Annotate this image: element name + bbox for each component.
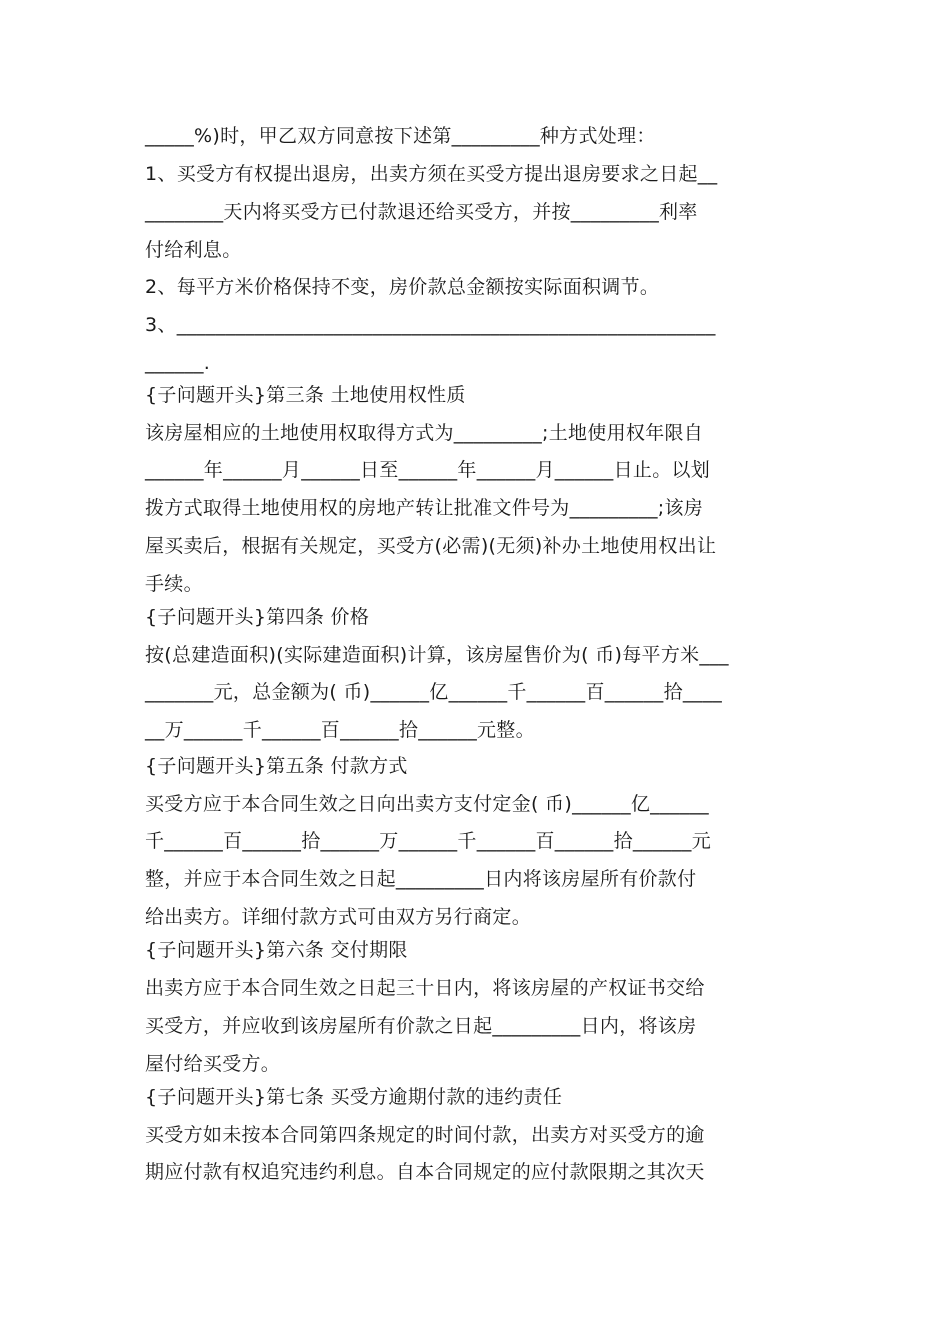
section-heading: {子问题开头}第七条 买受方逾期付款的违约责任 [145,1086,563,1108]
text-line: _______元，总金额为( 币)______亿______千______百______拾____ [145,681,723,703]
text-line: 给出卖方。详细付款方式可由双方另行商定。 [145,906,532,928]
section-heading: {子问题开头}第六条 交付期限 [145,939,408,961]
text-line: 手续。 [145,573,203,595]
text-line: 拨方式取得土地使用权的房地产转让批准文件号为_________;该房 [145,497,704,519]
text-line: 屋付给买受方。 [145,1053,281,1075]
text-line: 该房屋相应的土地使用权取得方式为_________;土地使用权年限自 [145,422,704,444]
text-line: 2、每平方米价格保持不变，房价款总金额按实际面积调节。 [145,276,660,298]
text-line: 买受方，并应收到该房屋所有价款之日起_________日内，将该房 [145,1015,697,1037]
text-line: 屋买卖后，根据有关规定，买受方(必需)(无须)补办土地使用权出让 [145,535,717,557]
section-heading: {子问题开头}第四条 价格 [145,606,370,628]
text-line: 买受方应于本合同生效之日向出卖方支付定金( 币)______亿______ [145,793,709,815]
text-line: 付给利息。 [145,239,242,261]
text-line: ______. [145,352,211,374]
text-line: 整，并应于本合同生效之日起_________日内将该房屋所有价款付 [145,868,697,890]
text-line: ________天内将买受方已付款退还给买受方，并按_________利率 [145,201,698,223]
section-heading: {子问题开头}第五条 付款方式 [145,755,408,777]
text-line: 期应付款有权追究违约利息。自本合同规定的应付款限期之其次天 [145,1161,705,1183]
text-line: ______年______月______日至______年______月______日止。以划 [145,459,711,481]
text-line: 千______百______拾______万______千______百______拾______元 [145,830,711,852]
text-line: 1、买受方有权提出退房，出卖方须在买受方提出退房要求之日起__ [145,163,718,185]
text-line: __万______千______百______拾______元整。 [145,719,535,741]
text-line: 买受方如未按本合同第四条规定的时间付款，出卖方对买受方的逾 [145,1124,705,1146]
text-line: _____%)时，甲乙双方同意按下述第_________种方式处理： [145,125,656,147]
section-heading: {子问题开头}第三条 土地使用权性质 [145,384,466,406]
text-line: 3、_______________________________________________________ [145,314,716,336]
text-line: 按(总建造面积)(实际建造面积)计算，该房屋售价为( 币)每平方米___ [145,644,729,666]
text-line: 出卖方应于本合同生效之日起三十日内，将该房屋的产权证书交给 [145,977,705,999]
